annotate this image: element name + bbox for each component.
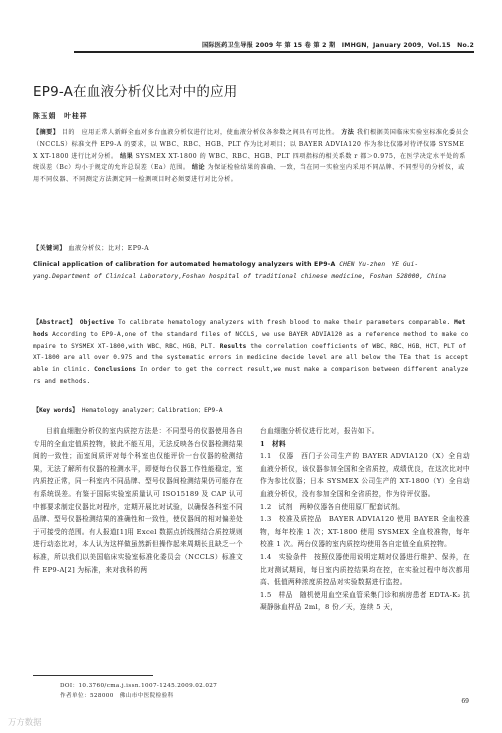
- abstract-cn-objective: 目的 应用正常人新鲜全血对多台血液分析仪进行比对，使血液分析仪各参数之间具有可比性。: [61, 129, 339, 136]
- abstract-en-results: the correlation coefficients of WBC、RBC、HGB、HCT、PLT of XT-1800 are all over 0.975 and the systematic errors in medicine decide level are all below the TEa that is acceptable in clinic.: [33, 342, 469, 374]
- article-title: EP9-A在血液分析仪比对中的应用: [33, 84, 238, 100]
- english-title: Clinical application of calibration for automated hematology analyzers with EP9-A: [33, 261, 336, 268]
- abstract-en-conclusions: In order to get the correct result,we must make a comparison between different analyzers and methods.: [33, 366, 469, 385]
- running-head: 国际医药卫生导报 2009 年 第 15 卷 第 2 期 IMHGN，January 2009，Vol.15 No.2: [201, 42, 474, 49]
- abstract-en-methods: According to EP9-A,one of the standard files of NCCLS, we use BAYER ADVIA120 as a reference method to make compaire to SYSMEX XT-1800,with WBC、RBC、HGB、PLT.: [33, 330, 469, 350]
- keywords-en-label: 【Key words】: [33, 407, 79, 414]
- footnote-affiliation: 作者单位：528000 佛山市中医院检验科: [60, 693, 174, 699]
- abstract-en-results-label: Results: [219, 342, 247, 350]
- body-paragraph-calibration: 1.3 校准及质控品 BAYER ADVIA120 使用 BAYER 全血校准物，每年校准 1 次；XT-1800 使用 SYSMEX 全血校准物，每年校准 1 次。两台仪器的室内质控均使用各自定值全血质控物。: [260, 515, 470, 549]
- abstract-en-conclusions-label: Conclusions: [94, 366, 137, 374]
- watermark: 万方数据: [8, 717, 42, 727]
- abstract-en-objective-label: Objective: [79, 319, 115, 326]
- page-number: 69: [461, 698, 469, 705]
- body-paragraph: 目前血细胞分析仪的室内质控方法是：不同型号的仪器使用各自专用的全血定值质控物，彼此不能互用，无法反映各台仪器检测结果间的一致性；而室间质评对每个科室也仅能评价一台仪器的检测结果，无法了解所有仪器的检测水平，即便每台仪器工作性能稳定，室内质控正常，同一科室内不同品牌、型号仪器间检测结果仍可能存在有系统误差。有鉴于国际实验室质量认可 ISO15189 及 CAP 认可中都要求制定仪器比对程序，定期开展比对试验，以确保各科室不同品牌、型号仪器检测结果的准确性和一致性，使仪器间的相对偏差处于可接受的范围。有人报道[1]用 Excel 数据点折线图结合质控规则进行动态比对，本人认为这样做虽然新但操作起来周期长且缺乏一个标准，所以我们以美国临床实验室标准化委员会（NCCLS）标准文件 EP9-A[2] 为标准，来对我科的两: [33, 427, 243, 574]
- abstract-cn-label: 【摘要】: [33, 129, 60, 136]
- abstract-en-objective: To calibrate hematology analyzers with fresh blood to make their parameters comparable.: [118, 319, 451, 326]
- abstract-cn-conclusion-label: 结论: [191, 164, 206, 172]
- body-paragraph-conditions: 1.4 实验条件 按照仪器使用说明定期对仪器进行维护、保养，在比对测试期间，每日室内质控结果均在控，在实验过程中每次都用高、低值两种浓度质控品对实验数据进行监控。: [260, 552, 470, 587]
- keywords-en-text: Hematology analyzer；Calibration；EP9-A: [81, 407, 223, 414]
- abstract-cn-method: 我们根据美国临床实验室标准化委员会（NCCLS）标准文件 EP9-A 的要求，以 WBC、RBC、HGB、PLT 作为比对项目；以 BAYER ADVIA120 作为参比仪器对待评仪器 SYSMEX XT-1800 进行比对分析。: [33, 129, 469, 160]
- keywords-cn-label: 【关键词】: [33, 245, 66, 252]
- body-paragraph-samples: 1.5 样品 随机使用血空采血管采集门诊和病房患者 EDTA-K₂ 抗凝静脉血样品 2ml，8 份／天，连续 5 天，: [260, 590, 470, 612]
- abstract-en-label: 【Abstract】: [33, 319, 77, 326]
- abstract-cn-result-label: 结果: [120, 152, 134, 160]
- body-paragraph: 台血细胞分析仪进行比对，报告如下。: [260, 427, 379, 435]
- footnote: [60, 681, 217, 701]
- abstract-cn-result: SYSMEX XT-1800 的 WBC、RBC、HGB、PLT 四项指标的相关系数 r 都＞0.975，在医学决定水平处的系统误差（Bc）均小于规定的允许总误差（Ea）范围。: [33, 152, 466, 172]
- body-left-column: [33, 425, 243, 576]
- abstract-en: [33, 317, 469, 388]
- body-right-column: [260, 425, 470, 614]
- authors: 陈玉娟 叶桂祥: [33, 112, 88, 120]
- body-paragraph-reagents: 1.2 试剂 两种仪器各自使用原厂配套试剂。: [260, 502, 405, 511]
- abstract-cn: [33, 127, 469, 186]
- english-authors-affiliation: CHEN Yu-zhen YE Gui-yang.Department of Clinical Laboratory,Foshan hospital of traditional chinese medicine, Foshan 528000, China: [33, 261, 447, 280]
- keywords-cn-text: 血液分析仪；比对；EP9-A: [68, 245, 150, 252]
- header-rule: [74, 51, 474, 53]
- abstract-en-methods-label: Methods: [33, 319, 466, 338]
- footnote-rule: [33, 675, 153, 676]
- keywords-cn: [33, 243, 149, 252]
- abstract-cn-conclusion: 为保证检验结果的准确、一致，当在同一实验室内采用不同品牌、不同型号的分析仪，或用不同仪器、不同测定方法测定同一检测项目时必须要进行对比分析。: [33, 164, 465, 184]
- english-title-block: [33, 259, 469, 283]
- abstract-cn-method-label: 方法: [341, 129, 355, 136]
- keywords-en: [33, 405, 222, 414]
- section-heading-materials: 1 材料: [260, 439, 286, 448]
- body-paragraph-instruments: 1.1 仪器 西门子公司生产的 BAYER ADVIA120（X）全自动血液分析仪，该仪器参加全国和全省质控，成绩优良，在这次比对中作为参比仪器；日本 SYSMEX 公司生产的 XT-1800（Y）全自动血液分析仪，没有参加全国和全省质控，作为待评仪器。: [260, 452, 470, 498]
- footnote-doi: DOI：10.3760/cma.j.issn.1007-1245.2009.02.027: [60, 683, 218, 689]
